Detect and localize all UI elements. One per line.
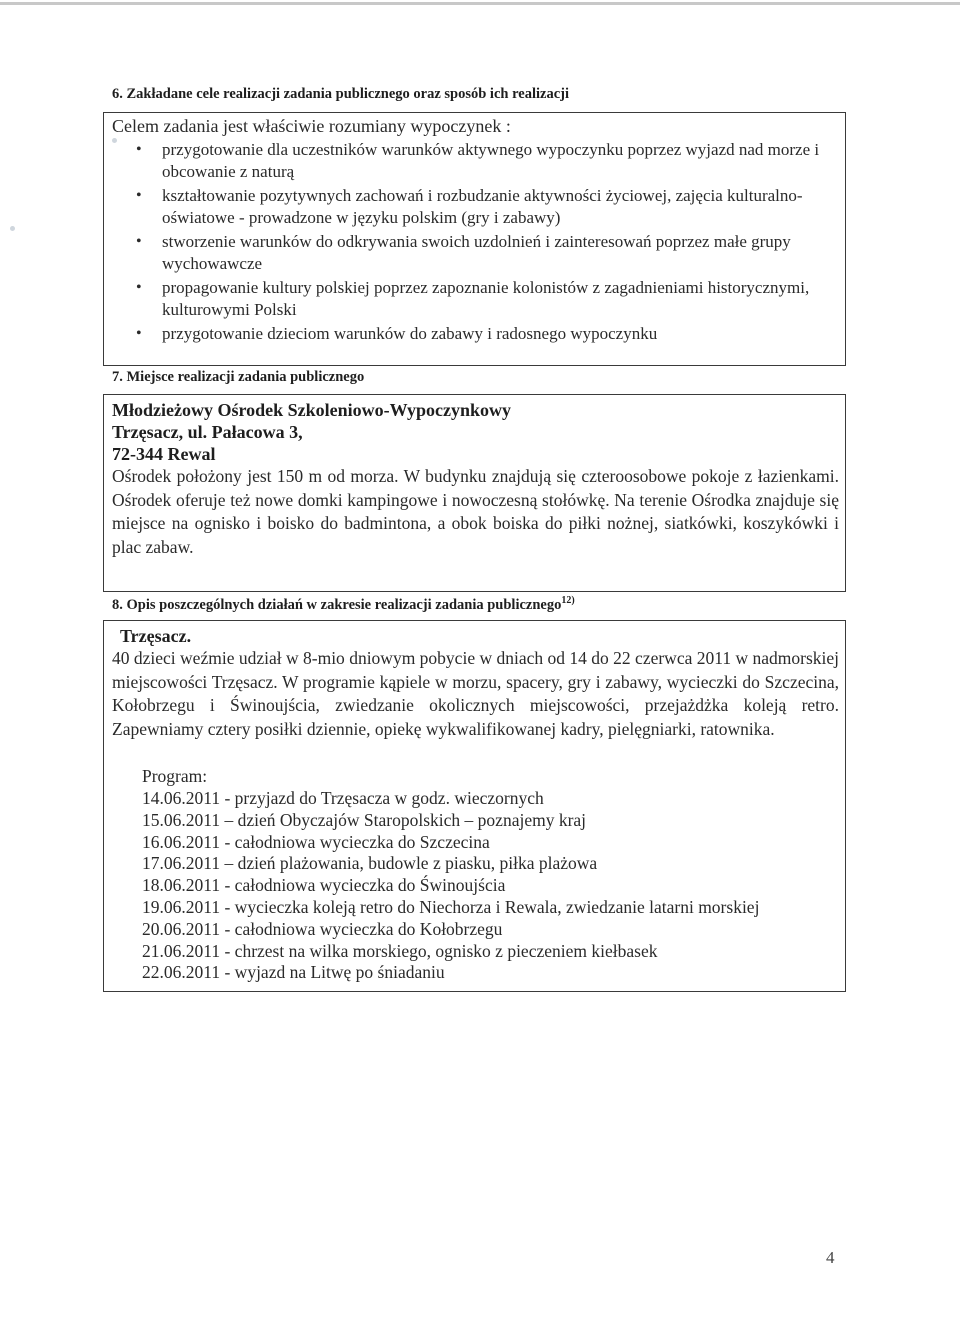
list-item: 14.06.2011 - przyjazd do Trzęsacza w godz. wieczornych <box>142 788 544 808</box>
activity-place: Trzęsacz. <box>120 626 192 646</box>
section-6-box <box>103 112 846 366</box>
list-item: 20.06.2011 - całodniowa wycieczka do Kołobrzegu <box>142 918 503 939</box>
section-6-intro: Celem zadania jest właściwie rozumiany wypoczynek : <box>112 116 511 136</box>
list-item: 22.06.2011 - wyjazd na Litwę po śniadaniu <box>142 962 445 983</box>
list-item: • propagowanie kultury polskiej poprzez zapoznanie kolonistów z zagadnieniami historycznymi, kulturowymi Polski <box>136 278 810 319</box>
section-7-box <box>103 394 846 592</box>
bullet-icon: • <box>136 141 142 158</box>
section-7-heading: 7. Miejsce realizacji zadania publicznego <box>112 369 365 385</box>
list-item: • przygotowanie dzieciom warunków do zabawy i radosnego wypoczynku <box>136 324 658 343</box>
page-number: 4 <box>826 1248 835 1267</box>
list-item: 19.06.2011 - wycieczka koleją retro do Niechorza i Rewala, zwiedzanie latarni morskiej <box>142 896 760 917</box>
bullet-icon: • <box>136 325 142 342</box>
list-item: • stworzenie warunków do odkrywania swoich uzdolnień i zainteresowań poprzez małe grupy wychowawcze <box>136 232 791 273</box>
scan-top-edge <box>0 2 960 5</box>
program-list <box>142 788 839 984</box>
list-item: 21.06.2011 - chrzest na wilka morskiego, ognisko z pieczeniem kiełbasek <box>142 940 658 961</box>
section-8-box <box>103 620 846 992</box>
goals-list <box>104 139 845 345</box>
list-item: • kształtowanie pozytywnych zachowań i rozbudzanie aktywności życiowej, zajęcia kulturalno-oświatowe - prowadzone w języku polskim (gry i zabawy) <box>136 186 803 227</box>
venue-name: Młodzieżowy Ośrodek Szkoleniowo-Wypoczynkowy <box>112 400 511 420</box>
bullet-icon: • <box>136 187 142 204</box>
venue-description: Ośrodek położony jest 150 m od morza. W budynku znajdują się czteroosobowe pokoje z łazienkami. Ośrodek oferuje też nowe domki kampingowe i nowoczesną stołówkę. Na terenie Ośrodka znajduje się miejsce na ognisko i boisko do badmintona, a obok boiska do piłki nożnej, siatkówki, koszykówki i plac zabaw. <box>112 466 839 557</box>
section-8-heading: 8. Opis poszczególnych działań w zakresie realizacji zadania publicznego$^{12)}$ <box>112 595 575 613</box>
bullet-icon: • <box>136 279 142 296</box>
list-item: 16.06.2011 - całodniowa wycieczka do Szczecina <box>142 831 490 852</box>
program-block <box>142 765 839 984</box>
activity-description: 40 dzieci weźmie udział w 8-mio dniowym pobycie w dniach od 14 do 22 czerwca 2011 w nadmorskiej miejscowości Trzęsacz. W programie kąpiele w morzu, spacery, gry i zabawy, wycieczki do Szczecina, Kołobrzegu i Świnoujścia, zwiedzanie okolicznych miejscowości, przejażdżka koleją retro. Zapewniamy cztery posiłki dziennie, opiekę wykwalifikowanej kadry, pielęgniarki, ratownika. <box>112 648 839 739</box>
program-label: Program: <box>142 766 208 786</box>
venue-address: Trzęsacz, ul. Pałacowa 3, <box>112 422 303 442</box>
list-item: 17.06.2011 – dzień plażowania, budowle z piasku, piłka plażowa <box>142 853 598 874</box>
venue-postal-code: 72-344 Rewal <box>112 444 216 464</box>
bullet-icon: • <box>136 233 142 250</box>
footnote-marker: 12) <box>561 595 575 606</box>
list-item: • przygotowanie dla uczestników warunków aktywnego wypoczynku poprzez wyjazd nad morze i obcowanie z naturą <box>136 140 820 181</box>
list-item: 15.06.2011 – dzień Obyczajów Staropolskich – poznajemy kraj <box>142 809 587 830</box>
section-6-heading: 6. Zakładane cele realizacji zadania publicznego oraz sposób ich realizacji <box>112 86 569 102</box>
scan-speck <box>10 226 15 231</box>
list-item: 18.06.2011 - całodniowa wycieczka do Świnoujścia <box>142 875 506 896</box>
